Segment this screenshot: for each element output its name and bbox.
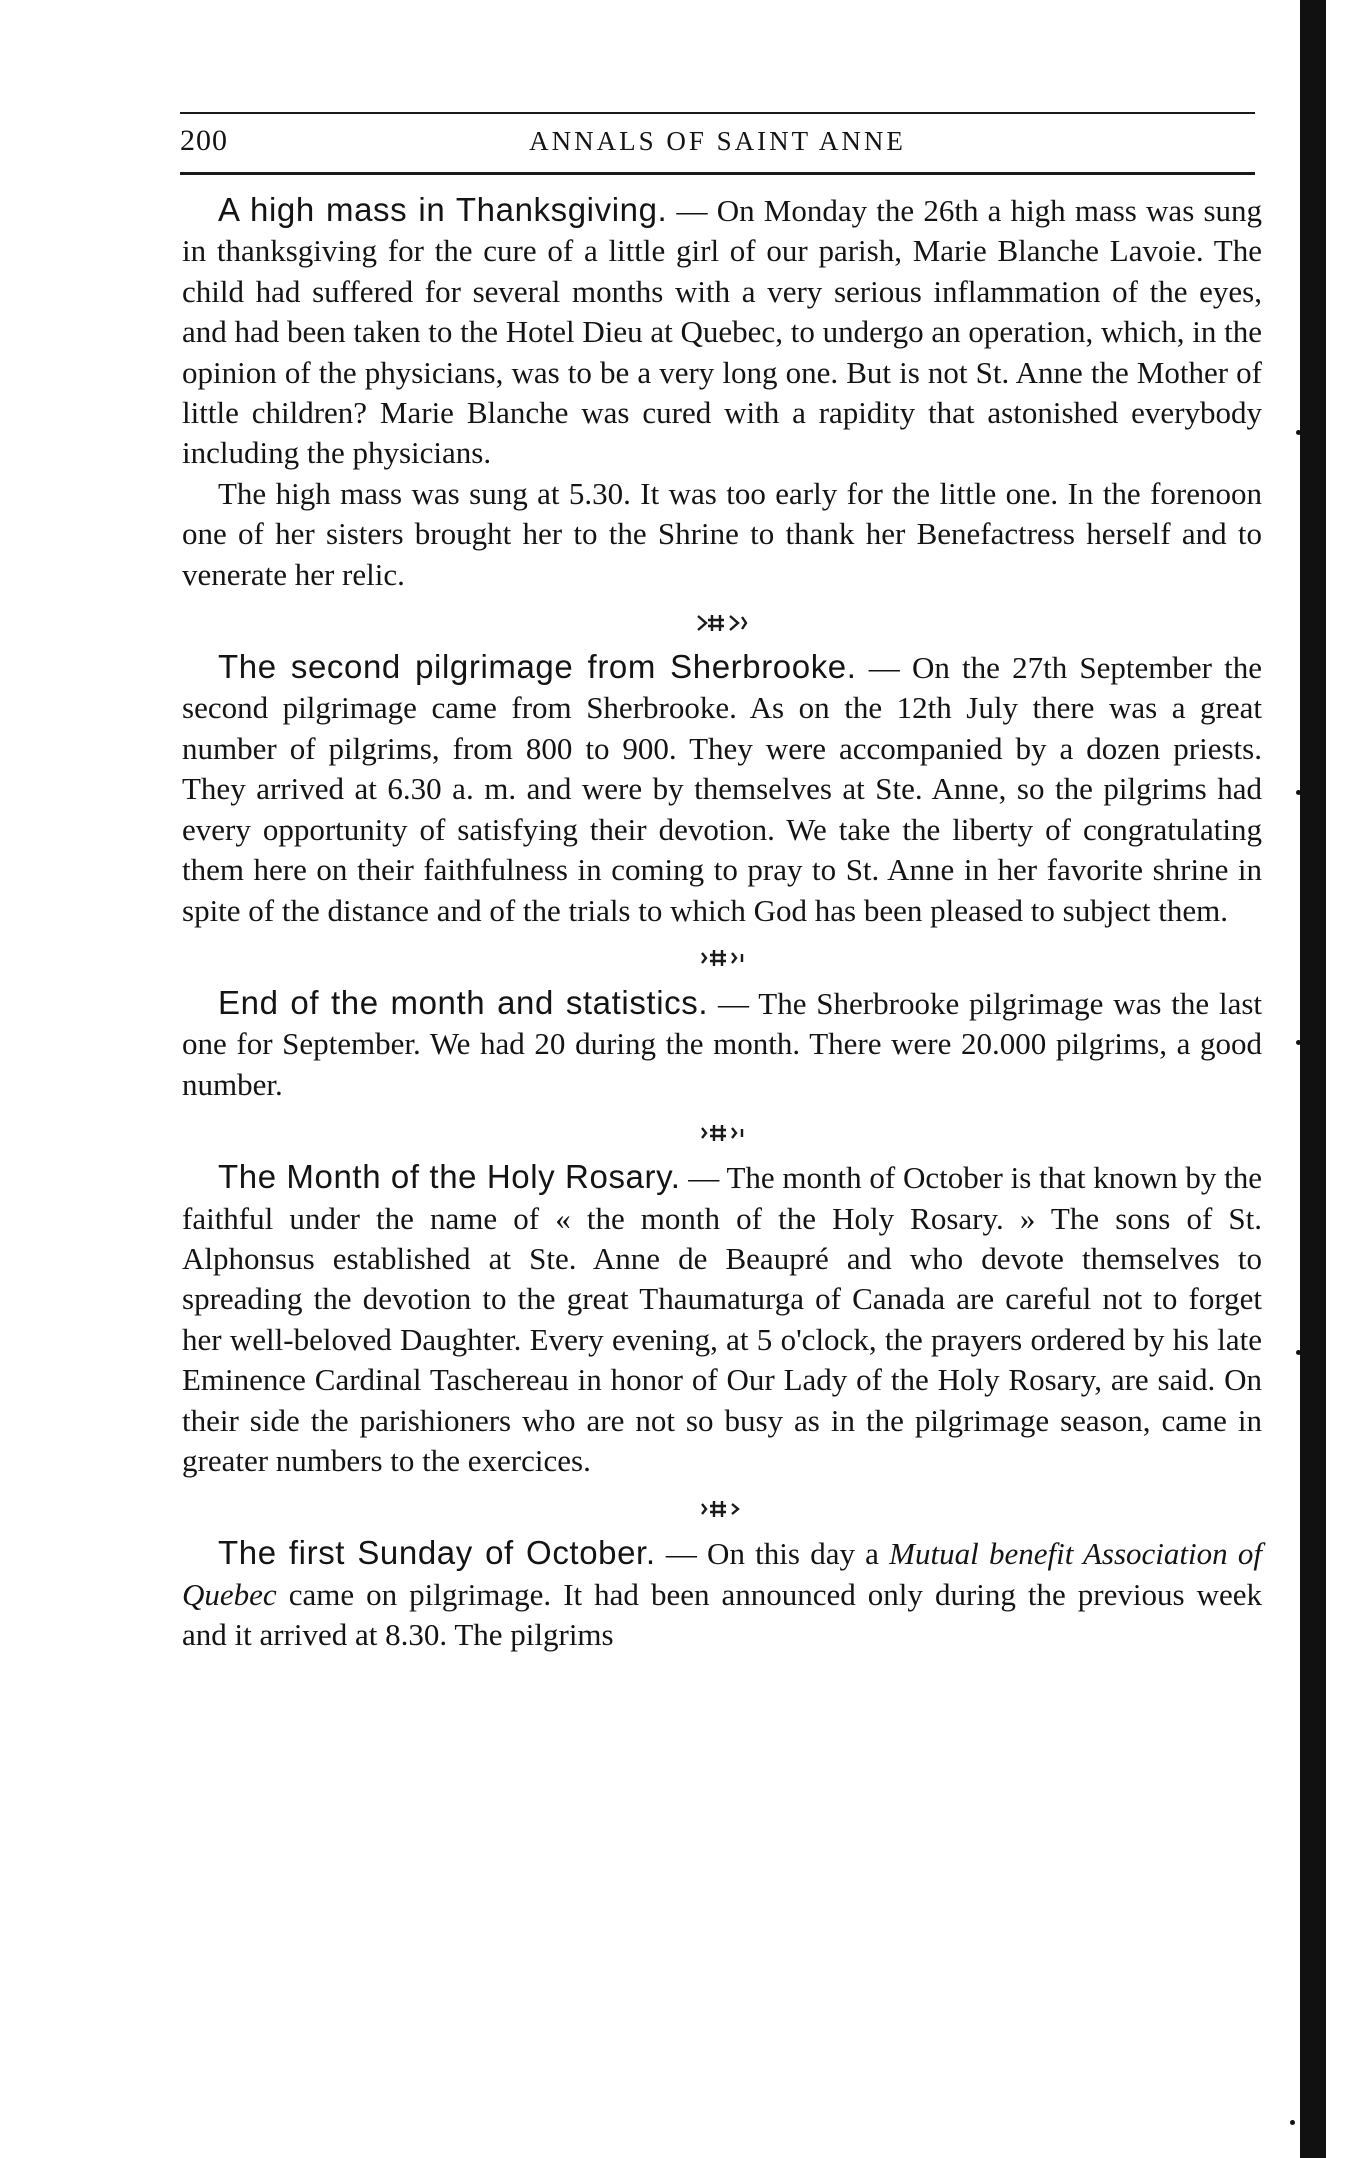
section-sherbrooke-pilgrimage <box>182 647 1262 931</box>
ornament-icon <box>692 947 752 969</box>
running-head <box>180 124 1255 170</box>
paragraph-text: The high mass was sung at 5.30. It was too early for the little one. In the forenoon one of her sisters brought her to the Shrine to thank her Benefactress herself and to venerate her relic. <box>182 475 1262 592</box>
header-rule <box>180 172 1255 175</box>
ornament-icon <box>692 1122 752 1144</box>
paragraph-text: — On Monday the 26th a high mass was sung in thanksgiving for the cure of a little girl of our parish, Marie Blanche Lavoie. The child had suffered for several months with a very serious inflammation of the eyes, and had been taken to the Hotel Dieu at Quebec, to undergo an operation, which, in the opinion of the physicians, was to be a very long one. But is not St. Anne the Mother of little children? Marie Blanche was cured with a rapidity that astonished everybody including the physicians. <box>182 193 1263 471</box>
section-heading: The first Sunday of October. <box>218 1534 656 1572</box>
ornament-icon <box>692 612 752 634</box>
section-heading: A high mass in Thanksgiving. <box>218 191 668 228</box>
paragraph-text: — The Sherbrooke pilgrimage was the last one for September. We had 20 during the month. There were 20.000 pilgrims, a good number. <box>182 985 1263 1102</box>
paragraph-text: — On the 27th September the second pilgrimage came from Sherbrooke. As on the 12th July there was a great number of pilgrims, from 800 to 900. They were accompanied by a dozen priests. They arrived at 6.30 a. m. and were by themselves at Ste. Anne, so the pilgrims had every opportunity of satisfying their devotion. We take the liberty of congratulating them here on their faithfulness in coming to pray to St. Anne in her favorite shrine in spite of the distance and of the trials to which God has been pleased to subject them. <box>182 650 1263 928</box>
ornament-icon <box>692 1498 752 1520</box>
article-body <box>182 190 1262 1656</box>
section-thanksgiving-mass <box>182 190 1262 474</box>
spine-speck <box>1296 790 1301 795</box>
section-heading: The second pilgrimage from Sherbrooke. <box>218 648 857 686</box>
page-spine-shadow <box>1300 0 1326 2158</box>
ornament-divider <box>182 1483 1262 1531</box>
spine-speck <box>1296 1350 1301 1355</box>
page-number: 200 <box>180 124 228 157</box>
paragraph-text: — On this day a <box>665 1536 890 1572</box>
spine-speck <box>1290 2120 1295 2125</box>
italic-association-name: Mutual benefit Association of Quebec <box>182 1536 1262 1612</box>
spine-speck <box>1296 430 1301 435</box>
header-top-rule <box>180 112 1255 114</box>
ornament-divider <box>182 933 1262 981</box>
paragraph-text: — The month of October is that known by the faithful under the name of « the month of the Holy Rosary. » The sons of St. Alphonsus established at Ste. Anne de Beaupré and who devote themselves to spreading the devotion to the great Thaumaturga of Canada are careful not to forget her well-beloved Daughter. Every evening, at 5 o'clock, the prayers ordered by his late Eminence Cardinal Taschereau in honor of Our Lady of the Holy Rosary, are said. On their side the parishioners who are not so busy as in the pilgrimage season, came in greater numbers to the exercices. <box>182 1160 1263 1478</box>
running-title: ANNALS OF SAINT ANNE <box>529 126 906 156</box>
spine-speck <box>1296 1040 1301 1045</box>
section-month-statistics <box>182 983 1262 1105</box>
section-heading: End of the month and statistics. <box>218 983 709 1021</box>
ornament-divider <box>182 597 1262 645</box>
paragraph-text: came on pilgrimage. It had been announced only during the previous week and it arrived at 8.30. The pilgrims <box>182 1576 1262 1653</box>
section-first-sunday-october <box>182 1533 1262 1655</box>
ornament-divider <box>182 1107 1262 1155</box>
section-holy-rosary <box>182 1157 1262 1481</box>
section-heading: The Month of the Holy Rosary. <box>218 1158 681 1196</box>
section-thanksgiving-mass-continued <box>182 474 1262 595</box>
